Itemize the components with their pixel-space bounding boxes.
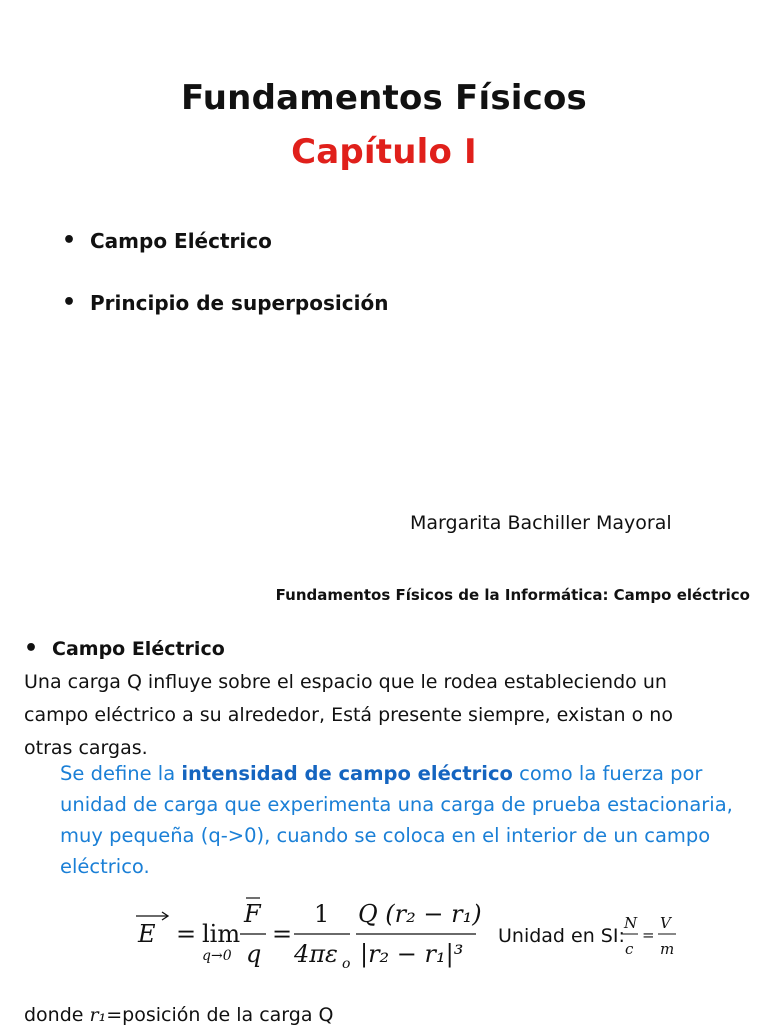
intro-paragraph: Una carga Q influye sobre el espacio que le rodea estableciendo un campo eléctrico a su alrededor, Está presente siempre, existan o no otras cargas. — [24, 671, 673, 759]
unit-equals: = — [642, 926, 655, 944]
page-title: Fundamentos Físicos — [181, 78, 587, 118]
electric-field-formula — [130, 888, 750, 978]
formula-lhs: E — [138, 920, 156, 948]
unit-volt: V — [660, 914, 671, 932]
formula-denominator: |r₂ − r₁|³ — [360, 940, 464, 968]
bullet-item — [62, 228, 272, 253]
formula-one: 1 — [314, 900, 330, 928]
formula-charge: q — [246, 940, 262, 968]
formula-equals: = — [272, 920, 293, 948]
bullet-dot-icon: • — [24, 636, 39, 661]
formula-force: F — [244, 900, 261, 928]
formula-equals: = — [176, 920, 197, 948]
position-vector: r₁ — [89, 1004, 107, 1026]
chapter-title: Capítulo I — [291, 132, 477, 172]
units-label: Unidad en SI: — [498, 925, 625, 947]
slide-caption: Fundamentos Físicos de la Informática: Campo eléctrico — [275, 586, 750, 604]
formula-lim-sub: q→0 — [202, 948, 232, 964]
definition-suffix: como la fuerza por unidad de carga que experimenta una carga de prueba estacionaria, muy pequeña (q->0), cuando se coloca en el interior de un campo eléctrico. — [60, 762, 733, 878]
unit-metre: m — [660, 940, 675, 958]
section-heading-label: Campo Eléctrico — [52, 637, 225, 660]
author-name: Margarita Bachiller Mayoral — [410, 512, 672, 534]
bullet-dot-icon: • — [62, 290, 77, 315]
where-word: donde — [24, 1004, 84, 1026]
formula-eps-sub: o — [342, 956, 351, 972]
formula-numerator: Q (r₂ − r₁) — [358, 900, 482, 928]
definition-prefix: Se define la — [60, 762, 182, 785]
bullet-label: Principio de superposición — [90, 290, 389, 315]
unit-newton: N — [624, 914, 638, 932]
where-line — [24, 1004, 333, 1026]
bullet-label: Campo Eléctrico — [90, 228, 272, 253]
definition-highlight: intensidad de campo eléctrico — [181, 762, 513, 785]
bullet-dot-icon: • — [62, 228, 77, 253]
section-heading — [24, 636, 225, 661]
definition-paragraph — [60, 758, 740, 882]
unit-coulomb: c — [625, 940, 634, 958]
formula-lim: lim — [202, 920, 241, 948]
formula-four-pi-eps: 4πε — [294, 940, 338, 968]
bullet-item — [62, 290, 388, 315]
where-text: =posición de la carga Q — [106, 1004, 334, 1026]
